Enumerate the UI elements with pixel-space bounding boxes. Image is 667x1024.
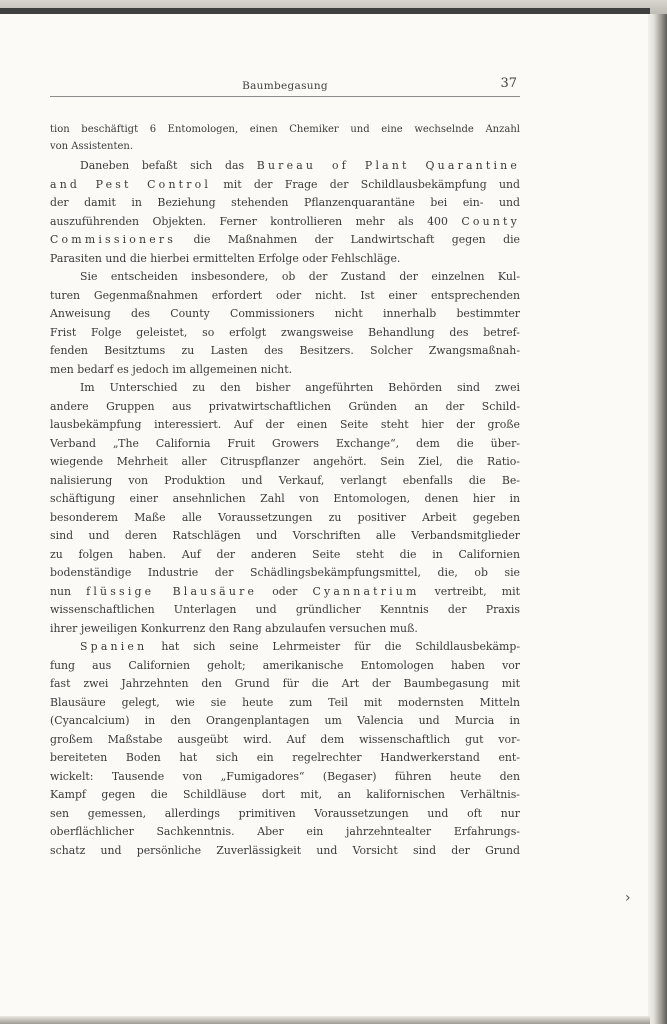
page-mark: ›: [625, 890, 631, 906]
text-line: Blausäure gelegt, wie sie heute zum Teil mit modernsten Mitteln: [50, 695, 520, 709]
text-run: die Maßnahmen der Landwirtschaft gegen die: [176, 233, 520, 246]
text-line: fung aus Californien geholt; amerikanische Entomologen haben vor: [50, 658, 520, 672]
text-line: zu folgen haben. Auf der anderen Seite steht die in Californien: [50, 547, 520, 561]
text-run: vertreibt, mit: [419, 584, 520, 598]
text-run: hat sich seine Lehrmeister für die Schildlausbekämp-: [147, 640, 520, 653]
text-run: auszuführenden Objekten. Ferner kontrollieren mehr als 400: [50, 214, 462, 228]
text-line: oberflächlicher Sachkenntnis. Aber ein jahrzehntealter Erfahrungs-: [50, 825, 520, 838]
text-line: wiegende Mehrheit aller Citruspflanzer angehört. Sein Ziel, die Ratio-: [50, 455, 520, 468]
spaced-emphasis: Commissioners: [50, 233, 177, 246]
text-line: wissenschaftlichen Unterlagen und gründlicher Kenntnis der Praxis: [50, 603, 520, 616]
text-line: Parasiten und die hierbei ermittelten Erfolge oder Fehlschläge.: [50, 251, 401, 265]
text-line: bodenständige Industrie der Schädlingsbekämpfungsmittel, die, ob sie: [50, 566, 520, 579]
text-line: bereiteten Boden hat sich ein regelrechter Handwerkerstand ent-: [50, 751, 520, 764]
text-line: Anweisung des County Commissioners nicht innerhalb bestimmter: [50, 307, 520, 320]
page-number: 37: [500, 76, 517, 91]
book-page: [0, 14, 650, 1022]
text-line: [50, 231, 520, 250]
text-line: men bedarf es jedoch im allgemeinen nicht.: [50, 362, 293, 376]
text-line: wickelt: Tausende von „Fumigadores“ (Begaser) führen heute den: [50, 769, 520, 783]
text-line: fast zwei Jahrzehnten den Grund für die Art der Baumbegasung mit: [50, 677, 520, 690]
text-line: tion beschäftigt 6 Entomologen, einen Chemiker und eine wechselnde Anzahl: [50, 124, 520, 135]
text-line: von Assistenten.: [50, 140, 134, 152]
text-run: Daneben befaßt sich das: [80, 159, 257, 172]
text-line: besonderem Maße alle Voraussetzungen zu positiver Arbeit gegeben: [50, 510, 520, 524]
spaced-emphasis: Cyannatrium: [312, 584, 420, 598]
text-line: nalisierung von Produktion und Verkauf, verlangt ebenfalls die Be-: [50, 473, 520, 487]
text-line: großem Maßstabe ausgeübt wird. Auf dem wissenschaftlich gut vor-: [50, 732, 520, 746]
page-bottom-edge: [0, 1016, 650, 1024]
text-line: Verband „The California Fruit Growers Exchange“, dem die über-: [50, 436, 520, 450]
text-line: Frist Folge geleistet, so erfolgt zwangsweise Behandlung des betref-: [50, 325, 520, 339]
page-header: [50, 76, 520, 97]
page-edge-shadow: [648, 14, 667, 1024]
text-line: sind und deren Ratschlägen und Vorschriften alle Verbandsmitglieder: [50, 529, 520, 542]
text-line: andere Gruppen aus privatwirtschaftlichen Gründen an der Schild-: [50, 399, 520, 413]
text-line: sen gemessen, allerdings primitiven Voraussetzungen und oft nur: [50, 806, 520, 820]
text-line: schatz und persönliche Zuverlässigkeit und Vorsicht sind der Grund: [50, 843, 520, 857]
text-line: fenden Besitztums zu Lasten des Besitzers. Solcher Zwangsmaßnah-: [50, 344, 520, 357]
spaced-emphasis: and Pest Control: [50, 177, 212, 191]
text-line: turen Gegenmaßnahmen erfordert oder nicht. Ist einer entsprechenden: [50, 288, 520, 302]
text-line: schäftigung einer ansehnlichen Zahl von Entomologen, denen hier in: [50, 492, 520, 505]
spaced-emphasis: flüssige Blausäure: [86, 584, 258, 598]
text-run: mit der Frage der Schildlausbekämpfung und: [211, 177, 520, 191]
spaced-emphasis: Spanien: [80, 640, 148, 653]
text-line: Im Unterschied zu den bisher angeführten Behörden sind zwei: [80, 381, 520, 394]
text-line: [50, 213, 520, 232]
text-line: Sie entscheiden insbesondere, ob der Zustand der einzelnen Kul-: [80, 270, 520, 283]
text-line: (Cyancalcium) in den Orangenplantagen um Valencia und Murcia in: [50, 714, 520, 727]
text-line: [50, 157, 520, 176]
text-line: [50, 583, 520, 602]
text-line: [50, 638, 520, 657]
text-line: lausbekämpfung interessiert. Auf der einen Seite steht hier der große: [50, 418, 520, 431]
body-text: [50, 122, 520, 860]
text-run: oder: [257, 584, 313, 598]
spaced-emphasis: Bureau of Plant Quarantine: [256, 159, 520, 172]
text-line: ihrer jeweiligen Konkurrenz den Rang abzulaufen versuchen muß.: [50, 621, 418, 635]
text-line: der damit in Beziehung stehenden Pflanzenquarantäne bei ein- und: [50, 196, 520, 209]
text-line: [50, 176, 520, 195]
text-run: nun: [50, 584, 87, 598]
running-head: Baumbegasung: [242, 80, 328, 92]
spaced-emphasis: County: [461, 214, 520, 228]
text-line: Kampf gegen die Schildläuse dort mit, an kalifornischen Verhältnis-: [50, 788, 520, 801]
